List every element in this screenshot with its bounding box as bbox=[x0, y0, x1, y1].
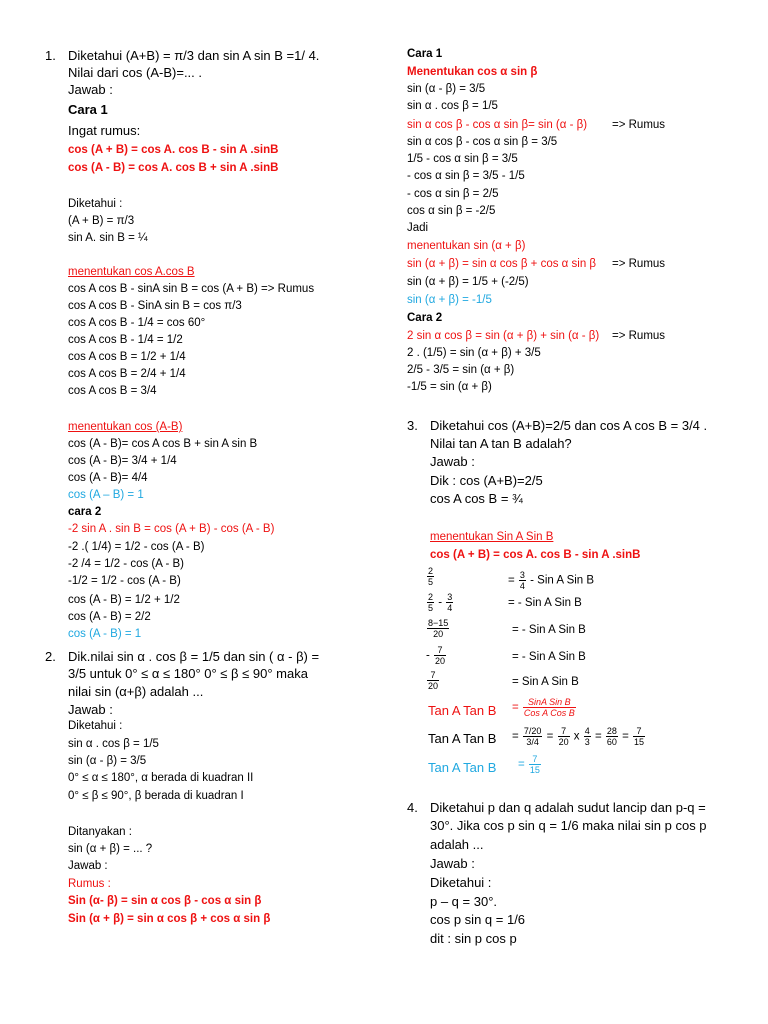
result-cos-a-minus-b-method-2: cos (A - B) = 1 bbox=[68, 628, 142, 640]
step-line: sin (α - β) = 3/5 bbox=[407, 83, 486, 95]
step-line: cos A cos B - sinA sin B = cos (A + B) => Rumus bbox=[68, 283, 315, 295]
problem-4-asked: dit : sin p cos p bbox=[430, 931, 517, 946]
problem-1-question-line-1: Diketahui (A+B) = π/3 dan sin A sin B =1/ 4. bbox=[68, 48, 320, 63]
fraction-step-2-rhs: = - Sin A Sin B bbox=[508, 597, 582, 609]
problem-2-formula-label: Rumus : bbox=[68, 878, 111, 890]
subheading-cos-a-cos-b: menentukan cos A.cos B bbox=[68, 266, 195, 278]
subheading-cos-alpha-sin-beta: Menentukan cos α sin β bbox=[407, 66, 538, 78]
problem-2-method-1-label: Cara 1 bbox=[407, 48, 443, 60]
problem-3-given-1: Dik : cos (A+B)=2/5 bbox=[430, 473, 543, 488]
problem-2-given-4: 0° ≤ β ≤ 90°, β berada di kuadran I bbox=[68, 790, 244, 802]
step-line: sin α . cos β = 1/5 bbox=[407, 100, 498, 112]
problem-1-question-line-2: Nilai dari cos (A-B)=... . bbox=[68, 65, 203, 80]
subheading-sin-alpha-plus-beta: menentukan sin (α + β) bbox=[407, 240, 526, 252]
formula-sin-sum-inline: sin (α + β) = sin α cos β + cos α sin β bbox=[407, 258, 597, 270]
problem-4-question-line-1: Diketahui p dan q adalah sudut lancip dan p-q = bbox=[430, 800, 706, 815]
fraction: $\frac{7/20}{3/4}$ bbox=[523, 726, 542, 747]
problem-number-1: 1. bbox=[45, 48, 56, 63]
fraction: $\frac{8-15}{20}$ bbox=[428, 618, 449, 639]
step-line: 1/5 - cos α sin β = 3/5 bbox=[407, 153, 518, 165]
tan-a-tan-b-result: = $\frac{7}{15}$ bbox=[518, 754, 540, 775]
formula-product-to-sum: -2 sin A . sin B = cos (A + B) - cos (A - B) bbox=[68, 523, 275, 535]
fraction: $\frac{3}{4}$ bbox=[447, 592, 453, 613]
step-line: cos A cos B = 3/4 bbox=[68, 385, 157, 397]
fraction: $\frac{3}{4}$ bbox=[519, 570, 525, 591]
step-line: -1/2 = 1/2 - cos (A - B) bbox=[68, 575, 181, 587]
fraction: $\frac{7}{20}$ bbox=[428, 670, 439, 691]
fraction: $\frac{7}{20}$ bbox=[435, 645, 446, 666]
step-line: cos (A - B) = 2/2 bbox=[68, 611, 151, 623]
fraction-step-2: $\frac{2}{5}$ - $\frac{3}{4}$ bbox=[428, 592, 453, 613]
step-line: cos A cos B - 1/4 = 1/2 bbox=[68, 334, 183, 346]
problem-1-recall-formula: Ingat rumus: bbox=[68, 123, 141, 138]
result-sin-alpha-plus-beta: sin (α + β) = -1/5 bbox=[407, 294, 492, 306]
step-line: cos A cos B - SinA sin B = cos π/3 bbox=[68, 300, 242, 312]
fraction: $\frac{7}{15}$ bbox=[634, 726, 645, 747]
formula-cos-difference: cos (A - B) = cos A. cos B + sin A .sinB bbox=[68, 162, 279, 174]
step-line: 2 . (1/5) = sin (α + β) + 3/5 bbox=[407, 347, 541, 359]
fraction: $\frac{\text{SinA Sin B}}{\text{Cos A Cos B}}$ bbox=[523, 697, 575, 718]
problem-2-asked-value: sin (α + β) = ... ? bbox=[68, 843, 153, 855]
problem-4-question-line-3: adalah ... bbox=[430, 837, 484, 852]
fraction-step-5 bbox=[426, 670, 440, 691]
problem-2-given-label: Diketahui : bbox=[68, 720, 123, 732]
formula-sin-sum: Sin (α + β) = sin α cos β + cos α sin β bbox=[68, 913, 271, 925]
subheading-sin-a-sin-b: menentukan Sin A Sin B bbox=[430, 531, 554, 543]
problem-2-given-3: 0° ≤ α ≤ 180°, α berada di kuadran II bbox=[68, 772, 254, 784]
step-line: cos (A - B)= 3/4 + 1/4 bbox=[68, 455, 177, 467]
problem-2-asked-label: Ditanyakan : bbox=[68, 826, 132, 838]
fraction: $\frac{2}{5}$ bbox=[428, 592, 434, 613]
tan-a-tan-b-computation: = $\frac{7/20}{3/4}$ = $\frac{7}{20}$ x $\frac{4}{3}$ = $\frac{28}{60}$ = $\frac{7}{15}$ bbox=[512, 726, 645, 747]
step-line: cos (A - B)= 4/4 bbox=[68, 472, 148, 484]
problem-number-4: 4. bbox=[407, 800, 418, 815]
fraction-step-5-rhs: = Sin A Sin B bbox=[512, 676, 579, 688]
step-line: cos (A - B) = 1/2 + 1/2 bbox=[68, 594, 180, 606]
problem-number-3: 3. bbox=[407, 418, 418, 433]
fraction-step-3 bbox=[426, 618, 450, 639]
step-line: - cos α sin β = 2/5 bbox=[407, 188, 499, 200]
problem-2-question-line-3: nilai sin (α+β) adalah ... bbox=[68, 684, 204, 699]
problem-1-given-label: Diketahui : bbox=[68, 198, 123, 210]
step-line: cos (A - B)= cos A cos B + sin A sin B bbox=[68, 438, 258, 450]
formula-sin-difference-inline: sin α cos β - cos α sin β= sin (α - β) bbox=[407, 119, 588, 131]
problem-4-given-2: cos p sin q = 1/6 bbox=[430, 912, 526, 927]
problem-2-question-line-1: Dik.nilai sin α . cos β = 1/5 dan sin ( α - β) = bbox=[68, 649, 320, 664]
formula-cos-sum-p3: cos (A + B) = cos A. cos B - sin A .sinB bbox=[430, 549, 641, 561]
rumus-tag: => Rumus bbox=[612, 330, 666, 342]
formula-cos-sum: cos (A + B) = cos A. cos B - sin A .sinB bbox=[68, 144, 279, 156]
rumus-tag: => Rumus bbox=[612, 119, 666, 131]
problem-3-answer-label: Jawab : bbox=[430, 454, 475, 469]
conclusion-label: Jadi bbox=[407, 222, 429, 234]
problem-1-method-1-label: Cara 1 bbox=[68, 102, 108, 117]
rumus-tag: => Rumus bbox=[612, 258, 666, 270]
step-line: cos A cos B = 1/2 + 1/4 bbox=[68, 351, 186, 363]
problem-4-given-1: p – q = 30°. bbox=[430, 894, 497, 909]
problem-2-given-2: sin (α - β) = 3/5 bbox=[68, 755, 147, 767]
fraction: $\frac{4}{3}$ bbox=[584, 726, 590, 747]
problem-1-answer-label: Jawab : bbox=[68, 82, 113, 97]
step-line: 2/5 - 3/5 = sin (α + β) bbox=[407, 364, 515, 376]
fraction-step-3-rhs: = - Sin A Sin B bbox=[512, 624, 586, 636]
problem-1-given-2: sin A. sin B = ¼ bbox=[68, 232, 148, 244]
problem-2-method-2-label: Cara 2 bbox=[407, 312, 443, 324]
problem-2-answer-label: Jawab : bbox=[68, 702, 113, 717]
problem-3-given-2: cos A cos B = ¾ bbox=[430, 491, 523, 506]
fraction: $\frac{7}{15}$ bbox=[529, 754, 540, 775]
problem-3-question-line-1: Diketahui cos (A+B)=2/5 dan cos A cos B = 3/4 . bbox=[430, 418, 708, 433]
tan-a-tan-b-computation-label: Tan A Tan B bbox=[428, 731, 497, 746]
problem-3-question-line-2: Nilai tan A tan B adalah? bbox=[430, 436, 572, 451]
formula-sin-difference: Sin (α- β) = sin α cos β - cos α sin β bbox=[68, 895, 262, 907]
fraction-step-1 bbox=[426, 566, 435, 587]
problem-number-2: 2. bbox=[45, 649, 56, 664]
problem-2-given-1: sin α . cos β = 1/5 bbox=[68, 738, 159, 750]
problem-1-method-2-label: cara 2 bbox=[68, 506, 102, 518]
problem-4-given-label: Diketahui : bbox=[430, 875, 492, 890]
fraction: $\frac{28}{60}$ bbox=[606, 726, 617, 747]
step-line: cos α sin β = -2/5 bbox=[407, 205, 496, 217]
fraction: $\frac{7}{20}$ bbox=[558, 726, 569, 747]
step-line: -2 .( 1/4) = 1/2 - cos (A - B) bbox=[68, 541, 205, 553]
tan-a-tan-b-formula: = $\frac{\text{SinA Sin B}}{\text{Cos A Cos B}}$ bbox=[512, 697, 575, 718]
problem-4-question-line-2: 30°. Jika cos p sin q = 1/6 maka nilai sin p cos p bbox=[430, 818, 707, 833]
step-line: - cos α sin β = 3/5 - 1/5 bbox=[407, 170, 525, 182]
problem-1-given-1: (A + B) = π/3 bbox=[68, 215, 135, 227]
step-line: -1/5 = sin (α + β) bbox=[407, 381, 492, 393]
problem-2-answer-label-2: Jawab : bbox=[68, 860, 108, 872]
fraction-step-1-rhs: = $\frac{3}{4}$ - Sin A Sin B bbox=[508, 570, 595, 591]
tan-a-tan-b-result-label: Tan A Tan B bbox=[428, 760, 497, 775]
fraction-step-4-rhs: = - Sin A Sin B bbox=[512, 651, 586, 663]
step-line: sin (α + β) = 1/5 + (-2/5) bbox=[407, 276, 529, 288]
step-line: -2 /4 = 1/2 - cos (A - B) bbox=[68, 558, 184, 570]
step-line: sin α cos β - cos α sin β = 3/5 bbox=[407, 136, 558, 148]
problem-2-question-line-2: 3/5 untuk 0° ≤ α ≤ 180° 0° ≤ β ≤ 90° maka bbox=[68, 666, 308, 681]
step-line: cos A cos B = 2/4 + 1/4 bbox=[68, 368, 186, 380]
formula-product-to-sum-sin: 2 sin α cos β = sin (α + β) + sin (α - β) bbox=[407, 330, 600, 342]
step-line: cos A cos B - 1/4 = cos 60° bbox=[68, 317, 206, 329]
fraction-step-4: - $\frac{7}{20}$ bbox=[426, 645, 446, 666]
subheading-cos-a-minus-b: menentukan cos (A-B) bbox=[68, 421, 183, 433]
fraction: $\frac{2}{5}$ bbox=[428, 566, 434, 587]
tan-a-tan-b-formula-label: Tan A Tan B bbox=[428, 703, 497, 718]
result-cos-a-minus-b: cos (A – B) = 1 bbox=[68, 489, 144, 501]
problem-4-answer-label: Jawab : bbox=[430, 856, 475, 871]
